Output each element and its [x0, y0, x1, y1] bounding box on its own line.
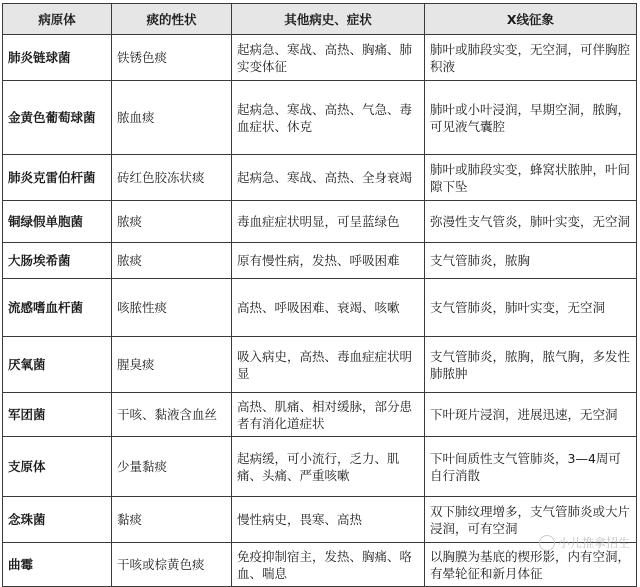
cell-pathogen: 厌氧菌	[3, 337, 112, 393]
cell-sputum: 黏痰	[112, 497, 232, 543]
table-row	[3, 279, 637, 337]
cell-history: 高热、呼吸困难、衰竭、咳嗽	[232, 279, 425, 337]
cell-sputum: 脓痰	[112, 201, 232, 243]
cell-pathogen: 肺炎链球菌	[3, 35, 112, 81]
cell-xray: 下叶斑片浸润，进展迅速，无空洞	[425, 393, 637, 437]
cell-pathogen: 流感嗜血杆菌	[3, 279, 112, 337]
cell-sputum: 脓痰	[112, 243, 232, 279]
pneumonia-pathogen-table	[2, 3, 637, 587]
cell-pathogen: 军团菌	[3, 393, 112, 437]
cell-history: 高热、肌痛、相对缓脉，部分患者有消化道症状	[232, 393, 425, 437]
cell-history: 起病急、寒战、高热、胸痛、肺实变体征	[232, 35, 425, 81]
table-row	[3, 337, 637, 393]
cell-pathogen: 念珠菌	[3, 497, 112, 543]
cell-history: 起病缓，可小流行，乏力、肌痛、头痛、严重咳嗽	[232, 437, 425, 497]
table-row	[3, 81, 637, 155]
cell-xray: 下叶间质性支气管肺炎，3—4周可自行消散	[425, 437, 637, 497]
cell-sputum: 干咳、黏液含血丝	[112, 393, 232, 437]
cell-pathogen: 肺炎克雷伯杆菌	[3, 155, 112, 201]
header-pathogen: 病原体	[3, 4, 112, 35]
table-row	[3, 201, 637, 243]
table-row	[3, 155, 637, 201]
cell-sputum: 腥臭痰	[112, 337, 232, 393]
cell-pathogen: 曲霉	[3, 543, 112, 587]
wechat-icon	[539, 535, 555, 551]
header-history: 其他病史、症状	[232, 4, 425, 35]
header-xray: X线征象	[425, 4, 637, 35]
cell-history: 毒血症症状明显，可呈蓝绿色	[232, 201, 425, 243]
cell-pathogen: 金黄色葡萄球菌	[3, 81, 112, 155]
table-row	[3, 437, 637, 497]
cell-history: 起病急、寒战、高热、气急、毒血症状、休克	[232, 81, 425, 155]
cell-sputum: 咳脓性痰	[112, 279, 232, 337]
cell-xray: 弥漫性支气管炎，肺叶实变，无空洞	[425, 201, 637, 243]
cell-sputum: 铁锈色痰	[112, 35, 232, 81]
cell-xray: 支气管肺炎，肺叶实变，无空洞	[425, 279, 637, 337]
cell-pathogen: 大肠埃希菌	[3, 243, 112, 279]
header-row	[3, 4, 637, 35]
header-sputum: 痰的性状	[112, 4, 232, 35]
cell-history: 慢性病史，畏寒、高热	[232, 497, 425, 543]
table-row	[3, 393, 637, 437]
cell-pathogen: 铜绿假单胞菌	[3, 201, 112, 243]
cell-xray: 支气管肺炎，脓胸	[425, 243, 637, 279]
cell-sputum: 砖红色胶冻状痰	[112, 155, 232, 201]
cell-xray: 支气管肺炎，脓胸，脓气胸，多发性肺脓肿	[425, 337, 637, 393]
table-row	[3, 243, 637, 279]
cell-pathogen: 支原体	[3, 437, 112, 497]
cell-history: 免疫抑制宿主，发热、胸痛、咯血、喘息	[232, 543, 425, 587]
cell-sputum: 少量黏痰	[112, 437, 232, 497]
table-row	[3, 35, 637, 81]
cell-history: 吸入病史，高热、毒血症症状明显	[232, 337, 425, 393]
cell-xray: 肺叶或小叶浸润，早期空洞，脓胸，可见液气囊腔	[425, 81, 637, 155]
cell-xray: 双下肺纹理增多，支气管肺炎或大片浸润，可有空洞	[425, 497, 637, 543]
watermark	[539, 534, 630, 551]
cell-xray: 肺叶或肺段实变，无空洞，可伴胸腔积液	[425, 35, 637, 81]
cell-sputum: 脓血痰	[112, 81, 232, 155]
cell-history: 原有慢性病，发热、呼吸困难	[232, 243, 425, 279]
cell-history: 起病急、寒战、高热、全身衰竭	[232, 155, 425, 201]
cell-xray: 以胸膜为基底的楔形影，内有空洞，有晕轮征和新月体征	[425, 543, 637, 587]
cell-xray: 肺叶或肺段实变，蜂窝状脓肿，叶间隙下坠	[425, 155, 637, 201]
watermark-text: 小儿推拿招生	[557, 536, 630, 550]
cell-sputum: 干咳或棕黄色痰	[112, 543, 232, 587]
